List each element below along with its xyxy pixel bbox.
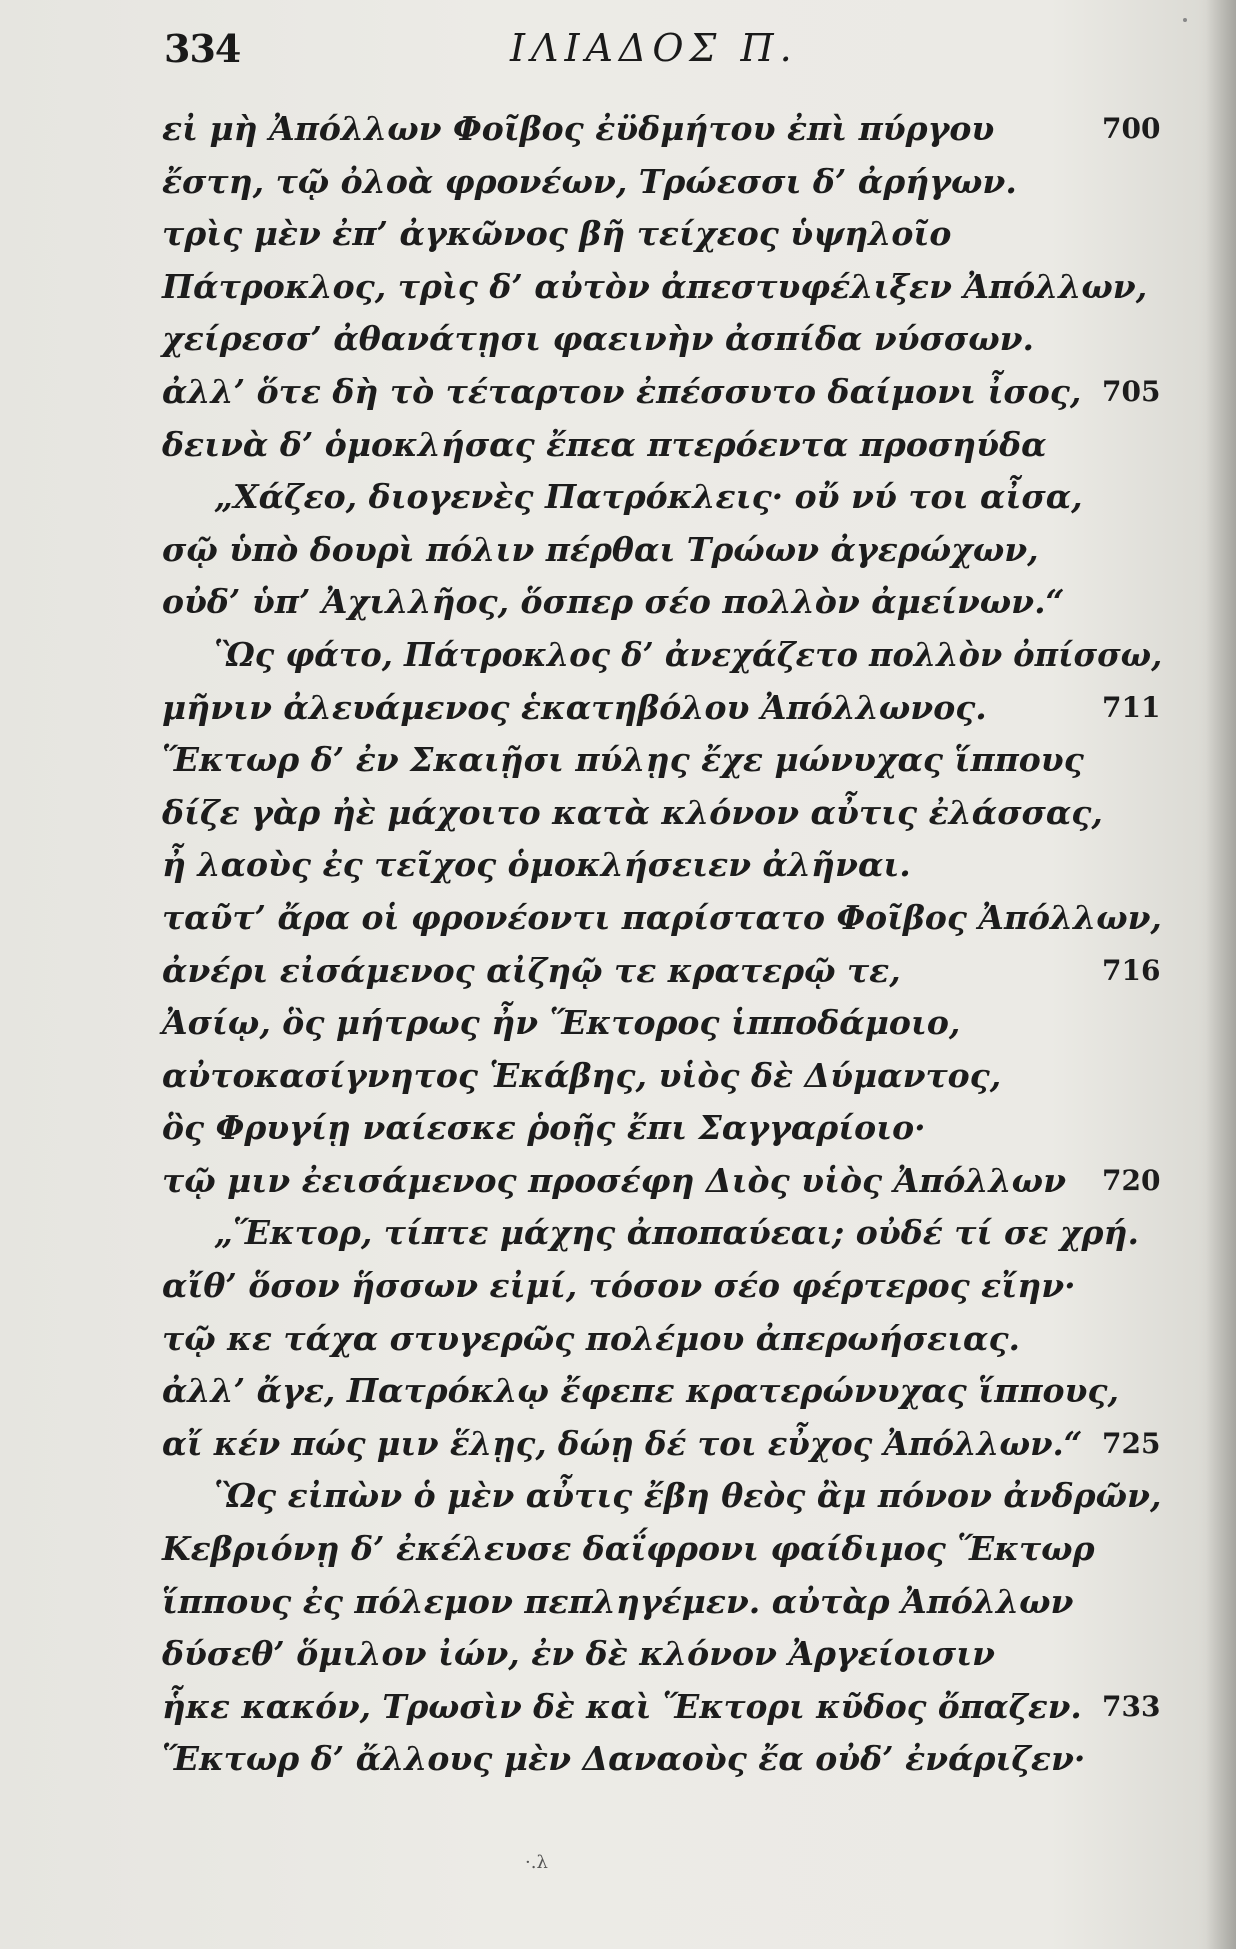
verse-line: [162, 1313, 1162, 1366]
verse-line: [162, 1050, 1162, 1103]
verse-text: τῷ μιν ἐεισάμενος προσέφη Διὸς υἱὸς Ἀπόλλων: [162, 1160, 1066, 1200]
verse-line: [162, 419, 1162, 472]
verse-line: [162, 1207, 1162, 1260]
line-number: 700: [1102, 112, 1161, 145]
verse-text: Ὣς εἰπὼν ὁ μὲν αὖτις ἔβη θεὸς ἂμ πόνον ἀνδρῶν,: [214, 1476, 1162, 1516]
verse-text: ἀνέρι εἰσάμενος αἰζηῷ τε κρατερῷ τε,: [162, 950, 901, 990]
verse-line: [162, 839, 1162, 892]
verse-text: δεινὰ δ’ ὁμοκλήσας ἔπεα πτερόεντα προσηύδα: [162, 424, 1047, 464]
verse-text: αἴθ’ ὅσον ἥσσων εἰμί, τόσον σέο φέρτερος εἴην·: [162, 1266, 1076, 1306]
verse-line: [162, 1681, 1162, 1734]
verse-line: [162, 471, 1162, 524]
verse-line: [162, 366, 1162, 419]
verse-text: δύσεθ’ ὅμιλον ἰών, ἐν δὲ κλόνον Ἀργείοισιν: [162, 1634, 995, 1674]
line-number: 716: [1102, 953, 1161, 987]
verse-text: Ὣς φάτο, Πάτροκλος δ’ ἀνεχάζετο πολλὸν ὀπίσσω,: [214, 634, 1163, 674]
verse-line: [162, 524, 1162, 577]
verse-line: [162, 734, 1162, 787]
verse-text: μῆνιν ἀλευάμενος ἑκατηβόλου Ἀπόλλωνος.: [162, 687, 987, 727]
line-number: 705: [1102, 374, 1161, 408]
verse-line: [162, 892, 1162, 945]
verse-text: ἀλλ’ ἄγε, Πατρόκλῳ ἔφεπε κρατερώνυχας ἵππους,: [162, 1371, 1120, 1411]
verse-text: εἰ μὴ Ἀπόλλων Φοῖβος ἐϋδμήτου ἐπὶ πύργου: [162, 109, 995, 148]
verse-text-block: [162, 103, 1162, 1786]
footer-mark: ·.λ: [525, 1852, 548, 1873]
verse-line: [162, 1155, 1162, 1208]
verse-text: ἔστη, τῷ ὀλοὰ φρονέων, Τρώεσσι δ’ ἀρήγων.: [162, 161, 1017, 201]
verse-line: [162, 629, 1162, 682]
running-title: ΙΛΙΑΔΟΣ Π.: [510, 26, 798, 70]
verse-line: [162, 1418, 1162, 1471]
line-number: 725: [1102, 1426, 1161, 1460]
verse-line: [162, 997, 1162, 1050]
verse-line: [162, 1523, 1162, 1576]
verse-text: δίζε γὰρ ἠὲ μάχοιτο κατὰ κλόνον αὖτις ἐλάσσας,: [162, 792, 1103, 832]
verse-text: αὐτοκασίγνητος Ἑκάβης, υἱὸς δὲ Δύμαντος,: [162, 1055, 1002, 1095]
verse-text: Ἀσίῳ, ὃς μήτρως ἦν Ἕκτορος ἱπποδάμοιο,: [162, 1003, 961, 1043]
verse-line: [162, 1470, 1162, 1523]
verse-text: αἴ κέν πώς μιν ἕλῃς, δώῃ δέ τοι εὖχος Ἀπόλλων.“: [162, 1423, 1083, 1463]
verse-text: Ἕκτωρ δ’ ἐν Σκαιῇσι πύλῃς ἔχε μώνυχας ἵππους: [162, 740, 1084, 780]
verse-line: [162, 682, 1162, 735]
verse-line: [162, 313, 1162, 366]
verse-line: [162, 1102, 1162, 1155]
verse-text: Πάτροκλος, τρὶς δ’ αὐτὸν ἀπεστυφέλιξεν Ἀπόλλων,: [162, 266, 1148, 306]
line-number: 720: [1102, 1163, 1161, 1197]
paper-speck: [1183, 18, 1187, 22]
verse-text: οὐδ’ ὑπ’ Ἀχιλλῆος, ὅσπερ σέο πολλὸν ἀμείνων.“: [162, 582, 1065, 622]
verse-text: χείρεσσ’ ἀθανάτῃσι φαεινὴν ἀσπίδα νύσσων.: [162, 319, 1035, 359]
page-number: 334: [164, 26, 241, 71]
verse-line: [162, 156, 1162, 209]
verse-line: [162, 945, 1162, 998]
verse-line: [162, 261, 1162, 314]
verse-text: Ἕκτωρ δ’ ἄλλους μὲν Δαναοὺς ἔα οὐδ’ ἐνάριζεν·: [162, 1739, 1086, 1779]
verse-text: ὃς Φρυγίῃ ναίεσκε ῥοῇς ἔπι Σαγγαρίοιο·: [162, 1108, 926, 1148]
verse-line: [162, 787, 1162, 840]
verse-line: [162, 576, 1162, 629]
page-edge-shadow: [1206, 0, 1236, 1949]
verse-text: „Ἕκτορ, τίπτε μάχης ἀποπαύεαι; οὐδέ τί σε χρή.: [214, 1213, 1139, 1253]
verse-text: „Χάζεο, διογενὲς Πατρόκλεις· οὔ νύ τοι αἶσα,: [214, 477, 1083, 517]
verse-text: ἵππους ἐς πόλεμον πεπληγέμεν. αὐτὰρ Ἀπόλλων: [162, 1581, 1074, 1621]
verse-line: [162, 1733, 1162, 1786]
verse-text: ταῦτ’ ἄρα οἱ φρονέοντι παρίστατο Φοῖβος Ἀπόλλων,: [162, 897, 1162, 937]
verse-line: [162, 1576, 1162, 1629]
verse-text: ἀλλ’ ὅτε δὴ τὸ τέταρτον ἐπέσσυτο δαίμονι ἶσος,: [162, 371, 1082, 411]
verse-line: [162, 1260, 1162, 1313]
verse-line: [162, 103, 1162, 156]
page-header: [160, 22, 1110, 82]
verse-text: ἦ λαοὺς ἐς τεῖχος ὁμοκλήσειεν ἀλῆναι.: [162, 845, 911, 885]
verse-text: ἧκε κακόν, Τρωσὶν δὲ καὶ Ἕκτορι κῦδος ὄπαζεν.: [162, 1686, 1082, 1726]
verse-line: [162, 1628, 1162, 1681]
verse-text: σῷ ὑπὸ δουρὶ πόλιν πέρθαι Τρώων ἀγερώχων,: [162, 529, 1039, 569]
verse-text: Κεβριόνῃ δ’ ἐκέλευσε δαΐφρονι φαίδιμος Ἕκτωρ: [162, 1529, 1095, 1569]
verse-text: τῷ κε τάχα στυγερῶς πολέμου ἀπερωήσειας.: [162, 1318, 1021, 1358]
verse-line: [162, 1365, 1162, 1418]
line-number: 733: [1102, 1689, 1161, 1723]
line-number: 711: [1102, 690, 1161, 724]
verse-line: [162, 208, 1162, 261]
verse-text: τρὶς μὲν ἐπ’ ἀγκῶνος βῆ τείχεος ὑψηλοῖο: [162, 214, 952, 254]
